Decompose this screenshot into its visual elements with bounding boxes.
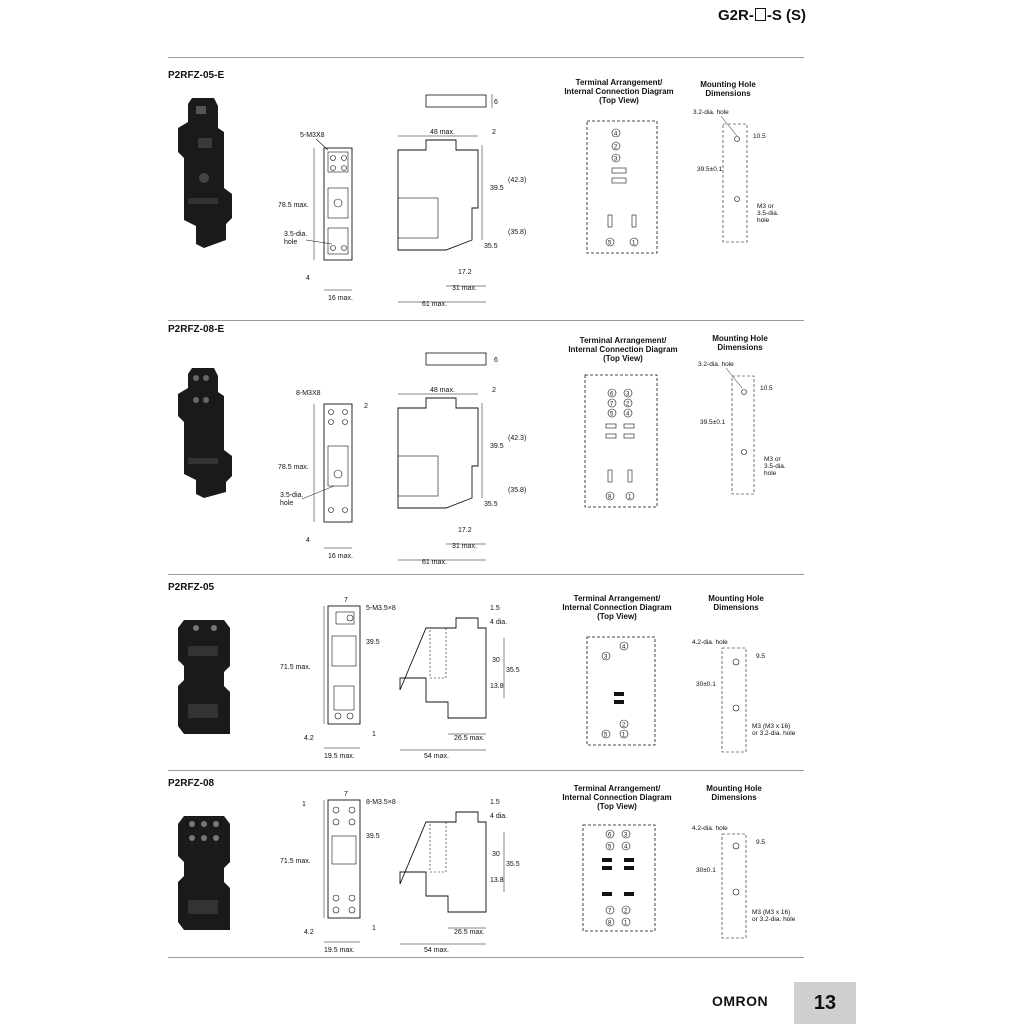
svg-text:4 dia.: 4 dia. bbox=[490, 813, 508, 820]
front-view-drawing bbox=[278, 386, 368, 561]
svg-text:2: 2 bbox=[614, 144, 618, 151]
terminal-caption: Terminal Arrangement/ Internal Connection Diagram (Top View) bbox=[562, 594, 672, 621]
svg-text:13.8: 13.8 bbox=[490, 683, 504, 690]
svg-text:48 max.: 48 max. bbox=[430, 387, 455, 394]
svg-text:or 3.2-dia. hole: or 3.2-dia. hole bbox=[752, 730, 796, 737]
svg-text:35.5: 35.5 bbox=[506, 861, 520, 868]
svg-text:1.5: 1.5 bbox=[490, 605, 500, 612]
svg-text:2: 2 bbox=[364, 403, 368, 410]
section-p2rfz-05 bbox=[168, 582, 804, 768]
svg-text:M3 or: M3 or bbox=[757, 203, 774, 210]
svg-text:1: 1 bbox=[624, 920, 628, 927]
svg-text:35.5: 35.5 bbox=[484, 501, 498, 508]
placeholder-box-icon bbox=[755, 8, 766, 21]
svg-text:3.5-dia.: 3.5-dia. bbox=[280, 492, 304, 499]
svg-text:30±0.1: 30±0.1 bbox=[696, 867, 716, 874]
front-view-drawing bbox=[278, 128, 368, 303]
omron-logo: OMRON bbox=[712, 993, 769, 1009]
mounting-hole-drawing bbox=[693, 104, 803, 244]
svg-text:6: 6 bbox=[608, 832, 612, 839]
svg-text:10.5: 10.5 bbox=[753, 133, 766, 140]
terminal-diagram bbox=[586, 120, 658, 255]
svg-text:2: 2 bbox=[492, 387, 496, 394]
terminal-diagram bbox=[584, 374, 658, 508]
section-title: P2RFZ-05-E bbox=[168, 70, 225, 81]
terminal-diagram bbox=[586, 636, 656, 746]
svg-text:(42.3): (42.3) bbox=[508, 435, 527, 442]
svg-text:3: 3 bbox=[624, 832, 628, 839]
divider bbox=[168, 320, 804, 321]
side-view-drawing bbox=[396, 598, 541, 763]
svg-text:71.5 max.: 71.5 max. bbox=[280, 858, 311, 865]
svg-text:19.5 max.: 19.5 max. bbox=[324, 753, 355, 760]
mount-caption: Mounting Hole Dimensions bbox=[706, 784, 762, 802]
svg-text:61 max.: 61 max. bbox=[422, 559, 447, 566]
svg-text:71.5 max.: 71.5 max. bbox=[280, 664, 311, 671]
header-title-prefix: G2R- bbox=[717, 7, 754, 24]
svg-text:54 max.: 54 max. bbox=[424, 753, 449, 760]
label-d3: 35.5 bbox=[484, 243, 498, 250]
svg-text:or 3.2-dia. hole: or 3.2-dia. hole bbox=[752, 916, 796, 923]
svg-text:3: 3 bbox=[614, 156, 618, 163]
svg-text:78.5 max.: 78.5 max. bbox=[278, 464, 309, 471]
svg-text:30: 30 bbox=[492, 657, 500, 664]
divider bbox=[168, 57, 804, 58]
svg-text:35.5: 35.5 bbox=[506, 667, 520, 674]
label-d1: 39.5 bbox=[490, 185, 504, 192]
front-view-drawing bbox=[278, 596, 396, 761]
svg-text:5: 5 bbox=[608, 844, 612, 851]
svg-text:3: 3 bbox=[604, 654, 608, 661]
side-view-drawing bbox=[396, 792, 541, 957]
svg-text:8: 8 bbox=[608, 494, 612, 501]
mount-caption: Mounting Hole Dimensions bbox=[708, 594, 764, 612]
svg-text:19.5 max.: 19.5 max. bbox=[324, 947, 355, 954]
terminal-diagram bbox=[582, 824, 656, 932]
mounting-hole-drawing bbox=[698, 356, 808, 496]
svg-text:10.5: 10.5 bbox=[760, 385, 773, 392]
page-header-title bbox=[718, 7, 806, 24]
svg-text:4 dia.: 4 dia. bbox=[490, 619, 508, 626]
label-top-right: 2 bbox=[492, 129, 496, 136]
svg-text:4.2-dia. hole: 4.2-dia. hole bbox=[692, 639, 728, 646]
svg-text:4: 4 bbox=[614, 131, 618, 138]
label-width: 16 max. bbox=[328, 295, 353, 302]
svg-text:5: 5 bbox=[608, 240, 612, 247]
svg-text:30±0.1: 30±0.1 bbox=[696, 681, 716, 688]
svg-text:hole: hole bbox=[280, 500, 294, 507]
svg-text:1: 1 bbox=[372, 925, 376, 932]
svg-text:hole: hole bbox=[764, 470, 777, 477]
svg-text:M3 (M3 x 16): M3 (M3 x 16) bbox=[752, 909, 791, 916]
svg-text:2: 2 bbox=[624, 908, 628, 915]
label-hole2: hole bbox=[284, 239, 298, 246]
label-top: 48 max. bbox=[430, 129, 455, 136]
svg-text:31 max.: 31 max. bbox=[452, 543, 477, 550]
svg-text:M3 or: M3 or bbox=[764, 456, 781, 463]
side-view-drawing bbox=[386, 90, 536, 315]
section-p2rfz-08 bbox=[168, 778, 804, 956]
svg-text:4.2-dia. hole: 4.2-dia. hole bbox=[692, 825, 728, 832]
svg-text:8: 8 bbox=[608, 920, 612, 927]
terminal-caption: Terminal Arrangement/ Internal Connection Diagram (Top View) bbox=[564, 78, 674, 105]
svg-text:3.5-dia.: 3.5-dia. bbox=[757, 210, 779, 217]
page-number: 13 bbox=[794, 982, 856, 1024]
label-d2: (42.3) bbox=[508, 177, 527, 184]
svg-text:39.5: 39.5 bbox=[366, 833, 380, 840]
svg-text:17.2: 17.2 bbox=[458, 527, 472, 534]
svg-text:7: 7 bbox=[610, 401, 614, 408]
divider bbox=[168, 957, 804, 958]
mounting-hole-drawing bbox=[692, 634, 804, 754]
svg-text:16 max.: 16 max. bbox=[328, 553, 353, 560]
svg-text:3.2-dia. hole: 3.2-dia. hole bbox=[698, 361, 734, 368]
svg-text:39.5: 39.5 bbox=[366, 639, 380, 646]
svg-text:1: 1 bbox=[372, 731, 376, 738]
svg-text:39.5: 39.5 bbox=[490, 443, 504, 450]
svg-text:7: 7 bbox=[608, 908, 612, 915]
svg-text:6: 6 bbox=[610, 391, 614, 398]
svg-text:26.5 max.: 26.5 max. bbox=[454, 929, 485, 936]
product-photo bbox=[174, 616, 236, 740]
svg-text:5: 5 bbox=[610, 411, 614, 418]
svg-text:13.8: 13.8 bbox=[490, 877, 504, 884]
divider bbox=[168, 574, 804, 575]
terminal-caption: Terminal Arrangement/ Internal Connection Diagram (Top View) bbox=[562, 784, 672, 811]
label-small: 6 bbox=[494, 99, 498, 106]
label-screw: 5-M3X8 bbox=[300, 132, 325, 139]
svg-text:2: 2 bbox=[622, 722, 626, 729]
mount-caption: Mounting Hole Dimensions bbox=[712, 334, 768, 352]
svg-text:4.2: 4.2 bbox=[304, 735, 314, 742]
divider bbox=[168, 770, 804, 771]
svg-text:4: 4 bbox=[624, 844, 628, 851]
svg-text:4: 4 bbox=[622, 644, 626, 651]
mounting-hole-drawing bbox=[692, 820, 804, 940]
svg-text:1.5: 1.5 bbox=[490, 799, 500, 806]
svg-text:3: 3 bbox=[626, 391, 630, 398]
header-title-suffix: -S (S) bbox=[766, 7, 806, 24]
section-title: P2RFZ-05 bbox=[168, 582, 215, 593]
svg-text:6: 6 bbox=[494, 357, 498, 364]
label-d4: (35.8) bbox=[508, 229, 527, 236]
product-photo bbox=[174, 812, 236, 936]
section-p2rfz-05-e bbox=[168, 70, 804, 318]
svg-text:7: 7 bbox=[344, 791, 348, 798]
svg-text:3.5-dia.: 3.5-dia. bbox=[764, 463, 786, 470]
label-bottom: 4 bbox=[306, 275, 310, 282]
side-view-drawing bbox=[386, 348, 536, 573]
svg-text:9.5: 9.5 bbox=[756, 653, 766, 660]
svg-text:1: 1 bbox=[302, 801, 306, 808]
label-d5: 17.2 bbox=[458, 269, 472, 276]
svg-text:39.5±0.1: 39.5±0.1 bbox=[700, 419, 726, 426]
svg-text:hole: hole bbox=[757, 217, 770, 224]
svg-text:54 max.: 54 max. bbox=[424, 947, 449, 954]
label-hole: 3.5-dia. bbox=[284, 231, 308, 238]
svg-text:9.5: 9.5 bbox=[756, 839, 766, 846]
svg-text:1: 1 bbox=[628, 494, 632, 501]
svg-text:7: 7 bbox=[344, 597, 348, 604]
product-photo bbox=[174, 98, 234, 248]
terminal-caption: Terminal Arrangement/ Internal Connection Diagram (Top View) bbox=[568, 336, 678, 363]
product-photo bbox=[174, 368, 234, 498]
section-p2rfz-08-e bbox=[168, 324, 804, 572]
svg-text:2: 2 bbox=[626, 401, 630, 408]
svg-text:4.2: 4.2 bbox=[304, 929, 314, 936]
svg-text:(35.8): (35.8) bbox=[508, 487, 527, 494]
svg-text:39.5±0.1: 39.5±0.1 bbox=[697, 166, 723, 173]
svg-text:8-M3.5×8: 8-M3.5×8 bbox=[366, 799, 396, 806]
label-d6: 31 max. bbox=[452, 285, 477, 292]
svg-text:4: 4 bbox=[306, 537, 310, 544]
svg-text:M3 (M3 x 16): M3 (M3 x 16) bbox=[752, 723, 791, 730]
svg-text:1: 1 bbox=[632, 240, 636, 247]
svg-text:30: 30 bbox=[492, 851, 500, 858]
label-height: 78.5 max. bbox=[278, 202, 309, 209]
section-title: P2RFZ-08 bbox=[168, 778, 215, 789]
svg-text:1: 1 bbox=[622, 732, 626, 739]
svg-text:4: 4 bbox=[626, 411, 630, 418]
svg-text:26.5 max.: 26.5 max. bbox=[454, 735, 485, 742]
svg-text:5: 5 bbox=[604, 732, 608, 739]
label-total: 61 max. bbox=[422, 301, 447, 308]
front-view-drawing bbox=[278, 790, 396, 955]
svg-text:8-M3X8: 8-M3X8 bbox=[296, 390, 321, 397]
svg-text:3.2-dia. hole: 3.2-dia. hole bbox=[693, 109, 729, 116]
svg-text:5-M3.5×8: 5-M3.5×8 bbox=[366, 605, 396, 612]
section-title: P2RFZ-08-E bbox=[168, 324, 225, 335]
mount-caption: Mounting Hole Dimensions bbox=[700, 80, 756, 98]
